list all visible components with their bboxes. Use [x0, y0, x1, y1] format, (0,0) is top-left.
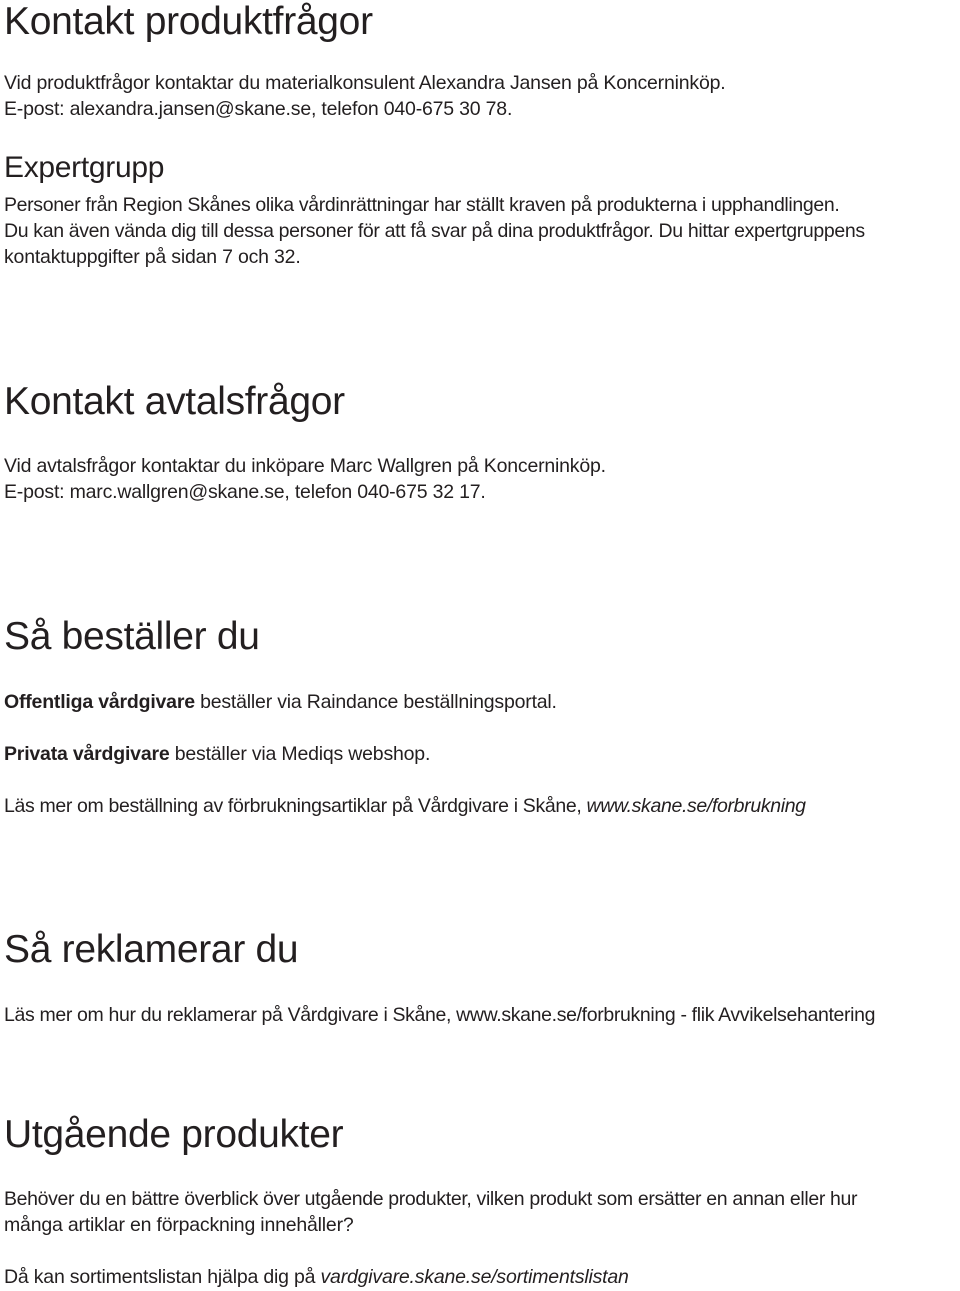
expertgrupp-line-3: kontaktuppgifter på sidan 7 och 32. [4, 246, 301, 268]
heading-sa-reklamerar-du: Så reklamerar du [4, 928, 299, 971]
heading-kontakt-avtalsfragor: Kontakt avtalsfrågor [4, 380, 345, 423]
utgaende-line-1: Behöver du en bättre överblick över utgående produkter, vilken produkt som ersätter en annan eller hur [4, 1188, 858, 1210]
utgaende-line-2: många artiklar en förpackning innehåller? [4, 1214, 354, 1236]
privata-label: Privata vårdgivare [4, 743, 170, 765]
avtal-contact-line: Vid avtalsfrågor kontaktar du inköpare Marc Wallgren på Koncerninköp. [4, 455, 606, 477]
heading-expertgrupp: Expertgrupp [4, 151, 165, 184]
heading-utgaende-produkter: Utgående produkter [4, 1113, 344, 1156]
heading-sa-bestaller-du: Så beställer du [4, 615, 260, 658]
sortimentslistan-text: Då kan sortimentslistan hjälpa dig på [4, 1266, 321, 1288]
reklamerar-line: Läs mer om hur du reklamerar på Vårdgivare i Skåne, www.skane.se/forbrukning - flik Avvikelsehantering [4, 1004, 876, 1026]
sortimentslistan-line [4, 1264, 958, 1290]
produkt-contact-line: Vid produktfrågor kontaktar du materialkonsulent Alexandra Jansen på Koncerninköp. [4, 72, 726, 94]
offentliga-text: beställer via Raindance beställningsportal. [194, 691, 557, 713]
heading-kontakt-produktfragor: Kontakt produktfrågor [4, 0, 373, 43]
expertgrupp-line-1: Personer från Region Skånes olika vårdinrättningar har ställt kraven på produkterna i upphandlingen. [4, 194, 840, 216]
produkt-email-line: E-post: alexandra.jansen@skane.se, telefon 040-675 30 78. [4, 98, 513, 120]
expertgrupp-line-2: Du kan även vända dig till dessa personer för att få svar på dina produktfrågor. Du hittar expertgruppens [4, 220, 865, 242]
privata-text: beställer via Mediqs webshop. [169, 743, 431, 765]
forbrukning-link[interactable]: www.skane.se/forbrukning [586, 795, 806, 817]
sortimentslistan-link[interactable]: vardgivare.skane.se/sortimentslistan [320, 1266, 629, 1288]
las-mer-bestallning-text: Läs mer om beställning av förbrukningsartiklar på Vårdgivare i Skåne, [4, 795, 587, 817]
avtal-email-line: E-post: marc.wallgren@skane.se, telefon 040-675 32 17. [4, 481, 486, 503]
privata-line [4, 741, 958, 767]
offentliga-line [4, 689, 958, 715]
offentliga-label: Offentliga vårdgivare [4, 691, 195, 713]
las-mer-bestallning-line [4, 793, 958, 819]
